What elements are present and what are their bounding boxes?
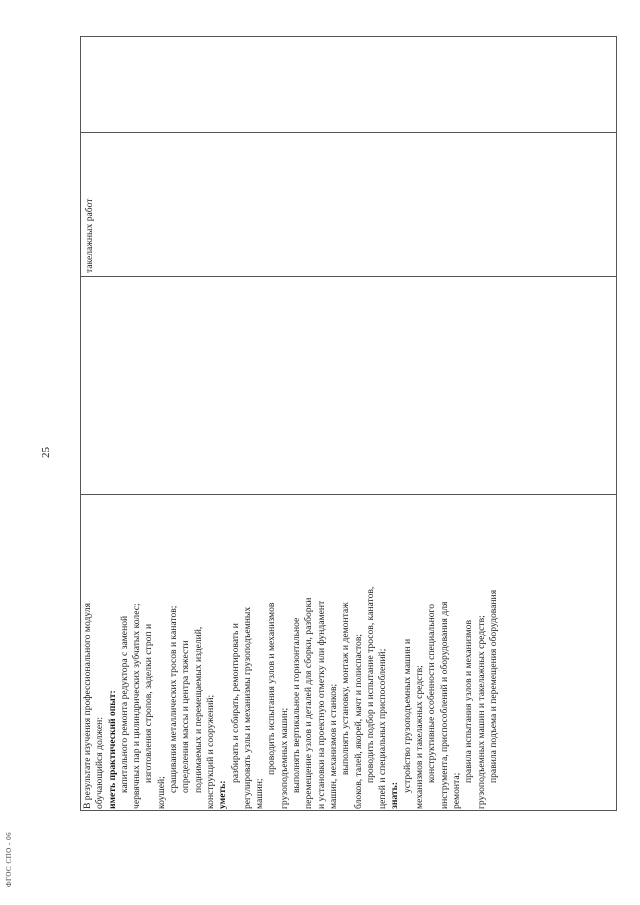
requirement-line: обучающийся должен: — [94, 717, 106, 809]
column-divider-3 — [80, 132, 617, 133]
requirement-line: выполнять установку, монтаж и демонтаж — [340, 602, 352, 775]
requirement-line: блоков, талей, якорей, мачт и полиспастов; — [352, 633, 364, 809]
requirement-line: правила испытания узлов и механизмов — [463, 620, 475, 783]
requirement-line: устройство грузоподъемных машин и — [401, 638, 413, 793]
rigging-works-text: такелажных работ — [84, 198, 95, 273]
section-heading-line: знать: — [389, 782, 401, 809]
requirement-line: проводить подбор и испытание тросов, канатов, — [364, 586, 376, 783]
requirement-line: машин, механизмов и станков; — [327, 683, 339, 809]
requirement-line: определения массы и центра тяжести — [180, 640, 192, 793]
requirement-line: поднимаемых и перемещаемых изделий, — [192, 626, 204, 793]
table-border-right — [80, 36, 617, 37]
requirement-line: выполнять вертикальное и горизонтальное — [291, 617, 303, 793]
requirement-line: механизмов и такелажных средств; — [414, 665, 426, 809]
requirement-line: ремонта; — [450, 772, 462, 809]
requirement-line: изготовления стропов, заделки строп и — [143, 623, 155, 783]
footer-code: ФГОС СПО - 06 — [5, 831, 13, 887]
requirement-line: грузоподъемных машин; — [278, 707, 290, 809]
section-heading-line: уметь: — [217, 780, 229, 809]
table-border-left — [80, 810, 617, 811]
requirement-line: капитального ремонта редуктора с заменой — [118, 615, 130, 793]
requirement-line: грузоподъемных машин и такелажных средств; — [475, 615, 487, 809]
requirement-line: перемещение узлов и деталей для сборки, разборки — [303, 597, 315, 809]
section-heading-line: иметь практический опыт: — [106, 690, 118, 809]
requirement-line: коушей; — [155, 776, 167, 809]
requirement-line: В результате изучения профессионального модуля — [82, 603, 93, 809]
page-number: 25 — [40, 447, 52, 458]
requirement-line: регулировать узлы и механизмы грузоподъемных — [241, 606, 253, 809]
requirement-line: конструктивные особенности специального — [426, 603, 438, 783]
requirement-line: цепей и специальных приспособлений; — [377, 648, 389, 809]
requirement-line: правила подъема и перемещения оборудования — [487, 589, 499, 783]
requirement-line: инструмента, приспособлений и оборудования для — [438, 601, 450, 809]
requirement-line: разбирать и собирать, ремонтировать и — [229, 623, 241, 783]
column-divider-2 — [80, 276, 617, 277]
requirement-line: сращивания металлических тросов и канатов; — [168, 605, 180, 793]
table-border-top — [80, 37, 81, 811]
requirement-line: проводить испытания узлов и механизмов — [266, 602, 278, 775]
competency-requirements-cell — [82, 495, 614, 810]
table-border-bottom — [616, 37, 617, 811]
requirement-line: конструкций и сооружений; — [204, 694, 216, 809]
requirement-line: машин; — [254, 778, 266, 809]
requirement-line: и установки на проектную отметку или фундамент — [315, 600, 327, 809]
requirement-line: червячных пар и цилиндрических зубчатых колес; — [131, 603, 143, 809]
